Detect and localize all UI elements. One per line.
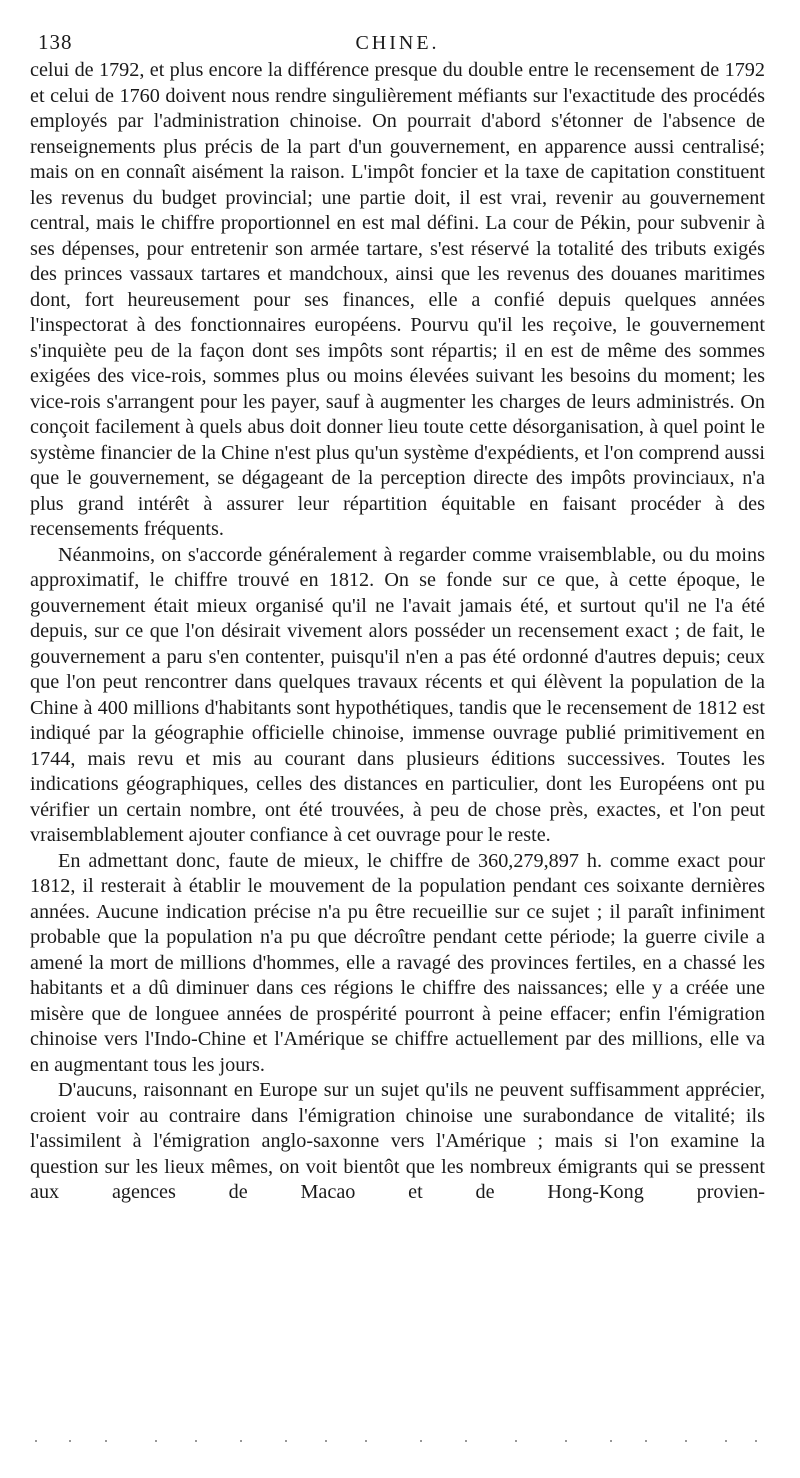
paragraph-3: En admettant donc, faute de mieux, le chiffre de 360,279,897 h. comme exact pour 1812, il resterait à établir le mouvement de la population pendant ces soixante dernières années. Aucune indication précise n'a pu être recueillie sur ce sujet ; il paraît infiniment probable que la population n'a pu que décroître pendant cette période; la guerre civile a amené la mort de millions d'hommes, elle a ravagé des provinces fertiles, en a chassé les habitants et a dû diminuer dans ces régions le chiffre des naissances; elle y a créée une misère que de longuee années de prospérité pourront à peine effacer; enfin l'émigration chinoise vers l'Indo-Chine et l'Amérique se chiffre actuellement par des millions, elle va en augmentant tous les jours.: [30, 849, 765, 1076]
running-title: CHINE.: [355, 32, 440, 54]
page-number: 138: [38, 30, 73, 54]
paragraph-4: D'aucuns, raisonnant en Europe sur un sujet qu'ils ne peuvent suffisamment apprécier, croient voir au contraire dans l'émigration chinoise une surabondance de vitalité; ils l'assimilent à l'émigration anglo-saxonne vers l'Amérique ; mais si l'on examine la question sur les lieux mêmes, on voit bientôt que les nombreux émigrants qui se pressent aux agences de Macao et de Hong-Kong provien-: [30, 1079, 765, 1203]
paragraph-1: celui de 1792, et plus encore la différence presque du double entre le recensement de 1792 et celui de 1760 doivent nous rendre singulièrement méfiants sur l'exactitude des procédés employés par l'administration chinoise. On pourrait d'abord s'étonner de l'absence de renseignements plus précis de la part d'un gouvernement, en apparence aussi centralisé; mais on en connaît aisément la raison. L'impôt foncier et la taxe de capitation constituent les revenus du budget provincial; une partie doit, il est vrai, revenir au gouvernement central, mais le chiffre proportionnel en est mal défini. La cour de Pékin, pour subvenir à ses dépenses, pour entretenir son armée tartare, s'est réservé la totalité des tributs exigés des princes vassaux tartares et mandchoux, ainsi que les revenus des douanes maritimes dont, fort heureusement pour ses finances, elle a confié depuis quelques années l'inspectorat à des fonctionnaires européens. Pourvu qu'il les reçoive, le gouvernement s'inquiète peu de la façon dont ses impôts sont répartis; il en est de même des sommes exigées des vice-rois, sommes plus ou moins élevées suivant les besoins du moment; les vice-rois s'arrangent pour les payer, sauf à augmenter les charges de leurs administrés. On conçoit facilement à quels abus doit donner lieu toute cette désorganisation, à quel point le système financier de la Chine n'est plus qu'un système d'expédients, et l'on comprend aussi que le gouvernement, se dégageant de la perception directe des impôts provinciaux, n'a plus grand intérêt à assurer leur répartition équitable en faisant procéder à des recensements fréquents.: [30, 59, 765, 540]
page-header: [30, 20, 765, 58]
scan-artifact-line: [35, 1436, 765, 1446]
page: [30, 20, 765, 1206]
paragraph-2: Néanmoins, on s'accorde généralement à regarder comme vraisemblable, ou du moins approximatif, le chiffre trouvé en 1812. On se fonde sur ce que, à cette époque, le gouvernement était mieux organisé qu'il ne l'avait jamais été, et surtout qu'il ne l'a été depuis, sur ce que l'on désirait vivement alors posséder un recensement exact ; de fait, le gouvernement a paru s'en contenter, puisqu'il n'en a pas été ordonné d'autres depuis; ceux que l'on peut rencontrer dans quelques travaux récents et qui élèvent la population de la Chine à 400 millions d'habitants sont hypothétiques, tandis que le recensement de 1812 est indiqué par la géographie officielle chinoise, immense ouvrage publié primitivement en 1744, mais revu et mis au courant dans plusieurs éditions successives. Toutes les indications géographiques, celles des distances en particulier, dont les Européens ont pu vérifier un certain nombre, ont été trouvées, à peu de chose près, exactes, et l'on peut vraisemblablement ajouter confiance à cet ouvrage pour le reste.: [30, 543, 765, 846]
